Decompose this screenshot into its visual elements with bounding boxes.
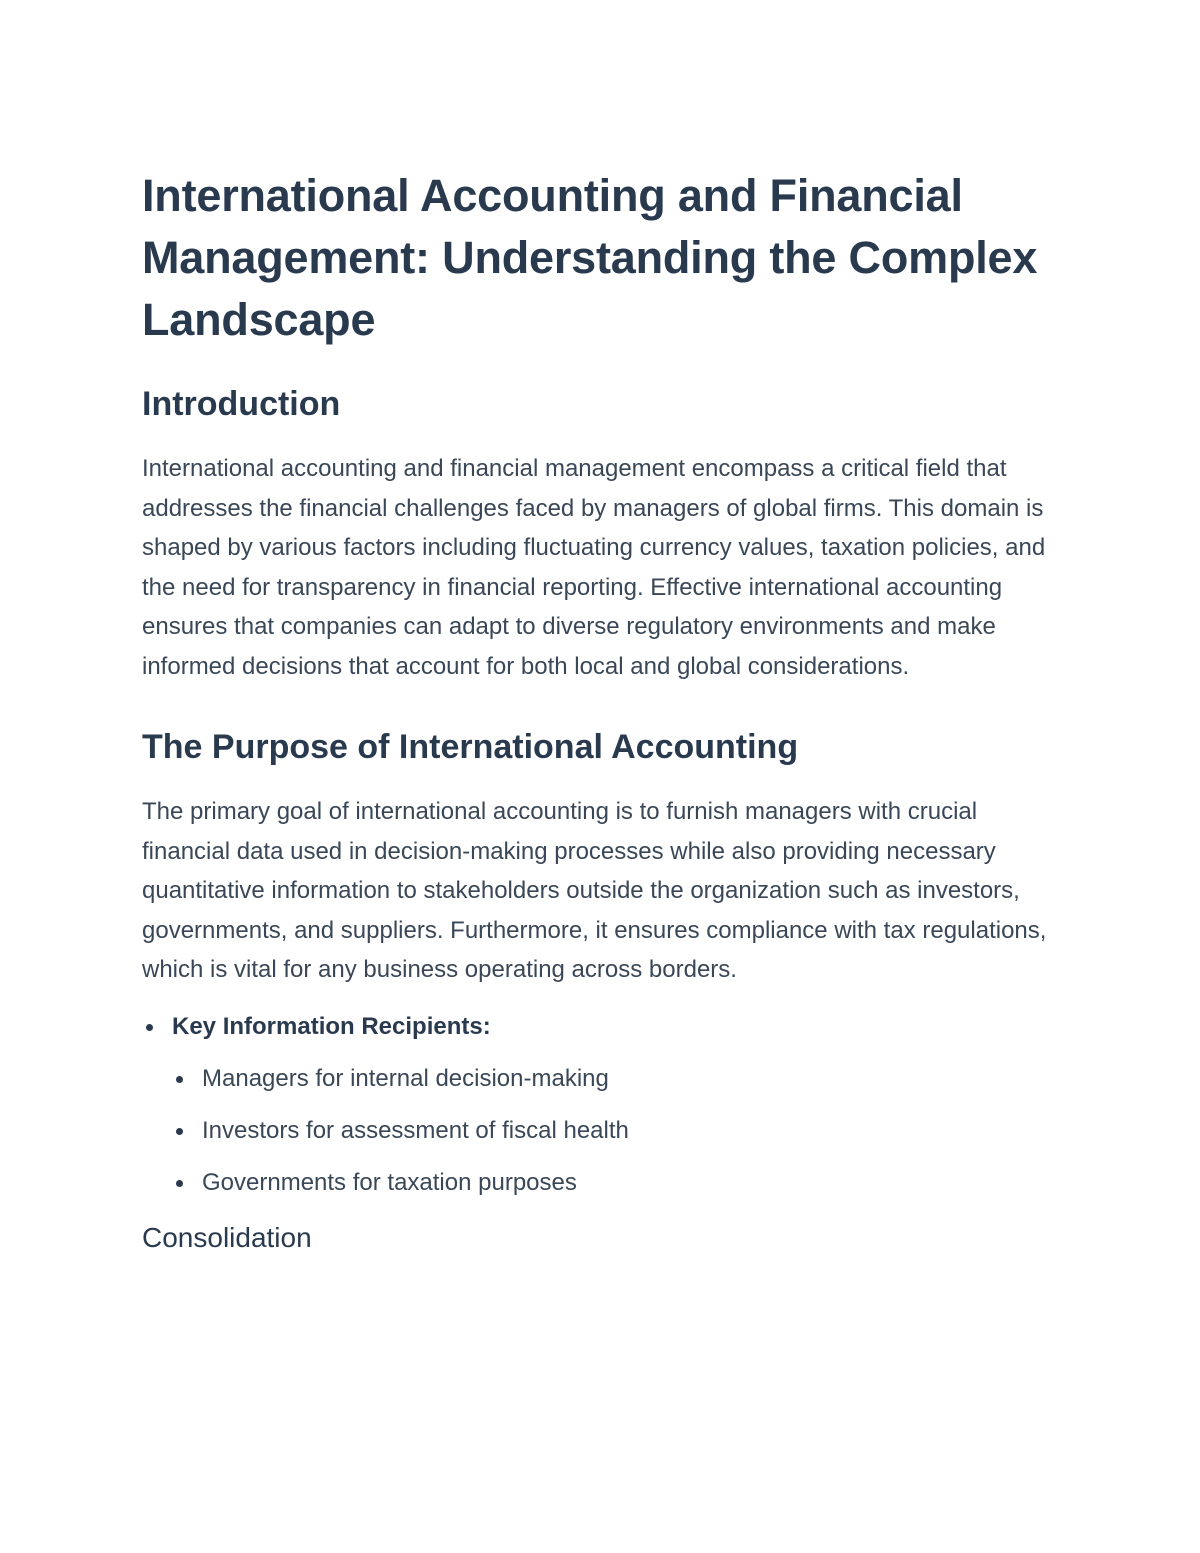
document-title: International Accounting and Financial Management: Understanding the Complex Landscape: [142, 170, 1038, 345]
introduction-paragraph: International accounting and financial management encompass a critical field that addresses the financial challenges faced by managers of global firms. This domain is shaped by various factors including fluctuating currency values, taxation policies, and the need for transparency in financial reporting. Effective international accounting ensures that companies can adapt to diverse regulatory environments and make informed decisions that account for both local and global considerations.: [142, 455, 1046, 680]
document-page: [142, 165, 1062, 1258]
recipients-sublist: [172, 1062, 1062, 1200]
consolidation-heading: Consolidation: [142, 1221, 312, 1253]
list-item: Investors for assessment of fiscal health: [172, 1114, 1062, 1148]
recipients-list: [142, 1010, 1062, 1200]
purpose-heading: The Purpose of International Accounting: [142, 728, 799, 766]
introduction-heading: Introduction: [142, 385, 341, 423]
list-item: [142, 1010, 1062, 1200]
list-item: Governments for taxation purposes: [172, 1166, 1062, 1200]
recipients-label: Key Information Recipients:: [172, 1012, 491, 1040]
list-item: Managers for internal decision-making: [172, 1062, 1062, 1096]
purpose-paragraph: The primary goal of international accounting is to furnish managers with crucial financial data used in decision-making processes while also providing necessary quantitative information to stakeholders outside the organization such as investors, governments, and suppliers. Furthermore, it ensures compliance with tax regulations, which is vital for any business operating across borders.: [142, 798, 1047, 983]
